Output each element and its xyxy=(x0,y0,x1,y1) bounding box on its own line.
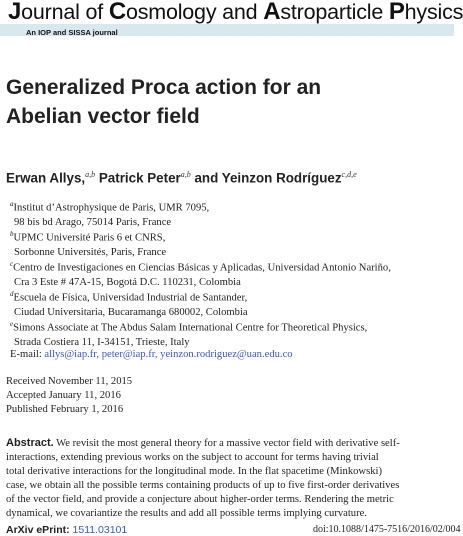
affiliation-marker: b xyxy=(10,230,14,238)
affiliation-line: Cra 3 Este # 47A-15, Bogotá D.C. 110231, Colombia xyxy=(14,276,241,288)
received-date: Received November 11, 2015 xyxy=(6,376,133,387)
author-affil-marker: a,b xyxy=(180,170,191,179)
affiliation-line: Strada Costiera 11, I-34151, Trieste, Italy xyxy=(14,336,190,348)
abstract-line: case, we obtain all the possible terms containing products of up to five first-order derivatives xyxy=(6,480,400,491)
affiliation xyxy=(10,317,367,350)
arxiv-label: ArXiv ePrint: xyxy=(6,524,73,536)
affiliation-line: Escuela de Física, Universidad Industrial de Santander, xyxy=(13,292,248,304)
arxiv-eprint xyxy=(6,524,127,536)
journal-title-part: stroparticle xyxy=(280,0,389,24)
abstract-line: of the vector field, and provide a conjecture about higher-order terms. Rendering the metric xyxy=(6,494,394,505)
accepted-date: Accepted January 11, 2016 xyxy=(6,390,121,401)
author-name: Erwan Allys, xyxy=(6,170,86,186)
affiliation-line: Simons Associate at The Abdus Salam International Centre for Theoretical Physics, xyxy=(13,322,368,334)
affiliation-line: Sorbonne Universités, Paris, France xyxy=(14,246,167,258)
doi-link[interactable]: doi:10.1088/1475-7516/2016/02/004 xyxy=(313,524,461,535)
journal-title-cap: J xyxy=(8,0,22,25)
author-list xyxy=(6,170,357,185)
paper-title-line: Abelian vector field xyxy=(6,105,200,128)
affiliation-marker: a xyxy=(10,200,14,208)
abstract-label: Abstract. xyxy=(6,437,54,449)
journal-title-cap: A xyxy=(263,0,281,25)
abstract-line: We revisit the most general theory for a massive vector field with derivative self- xyxy=(53,438,400,449)
author-emails xyxy=(10,349,293,360)
affiliation xyxy=(10,197,209,230)
affiliation-marker: c xyxy=(10,260,14,268)
author-affil-marker: c,d,e xyxy=(341,170,357,179)
journal-title-part: osmology and xyxy=(125,0,264,24)
arxiv-link[interactable]: 1511.03101 xyxy=(72,524,128,536)
journal-title-part: ournal of xyxy=(21,0,109,24)
journal-title-cap: P xyxy=(388,0,405,25)
published-date: Published February 1, 2016 xyxy=(6,404,124,415)
abstract xyxy=(6,436,454,521)
affiliation xyxy=(10,257,391,290)
author-name: and Yeinzon Rodríguez xyxy=(190,170,342,186)
author-affil-marker: a,b xyxy=(85,170,96,179)
affiliation xyxy=(10,227,166,260)
abstract-line: total derivative interactions for the longitudinal mode. In the flat spacetime (Minkowski) xyxy=(6,466,382,477)
abstract-line: dynamical, we covariantize the results and add all possible terms implying curvature. xyxy=(6,508,367,519)
author-name: Patrick Peter xyxy=(95,170,181,186)
affiliation-line: 98 bis bd Arago, 75014 Paris, France xyxy=(14,216,172,228)
affiliation xyxy=(10,287,248,320)
affiliation-line: UPMC Université Paris 6 et CNRS, xyxy=(13,232,166,244)
affiliation-line: Centro de Investigaciones en Ciencias Básicas y Aplicadas, Universidad Antonio Nariño, xyxy=(13,262,391,274)
journal-title xyxy=(8,0,463,26)
paper-title xyxy=(6,73,446,131)
affiliation-line: Institut d’Astrophysique de Paris, UMR 7095, xyxy=(13,202,210,214)
paper-title-line: Generalized Proca action for an xyxy=(6,76,322,99)
email-label: E-mail: xyxy=(10,349,45,360)
journal-subtitle: An IOP and SISSA journal xyxy=(26,28,118,37)
email-links[interactable]: allys@iap.fr, peter@iap.fr, yeinzon.rodriguez@uan.edu.co xyxy=(44,349,293,360)
affiliation-line: Ciudad Universitaria, Bucaramanga 680002, Colombia xyxy=(14,306,248,318)
journal-title-part: hysics xyxy=(404,0,463,24)
affiliation-marker: d xyxy=(10,290,14,298)
abstract-line: interactions, extending previous works on the subject to account for terms having trivial xyxy=(6,452,379,463)
journal-title-cap: C xyxy=(108,0,126,25)
affiliation-marker: e xyxy=(10,320,14,328)
